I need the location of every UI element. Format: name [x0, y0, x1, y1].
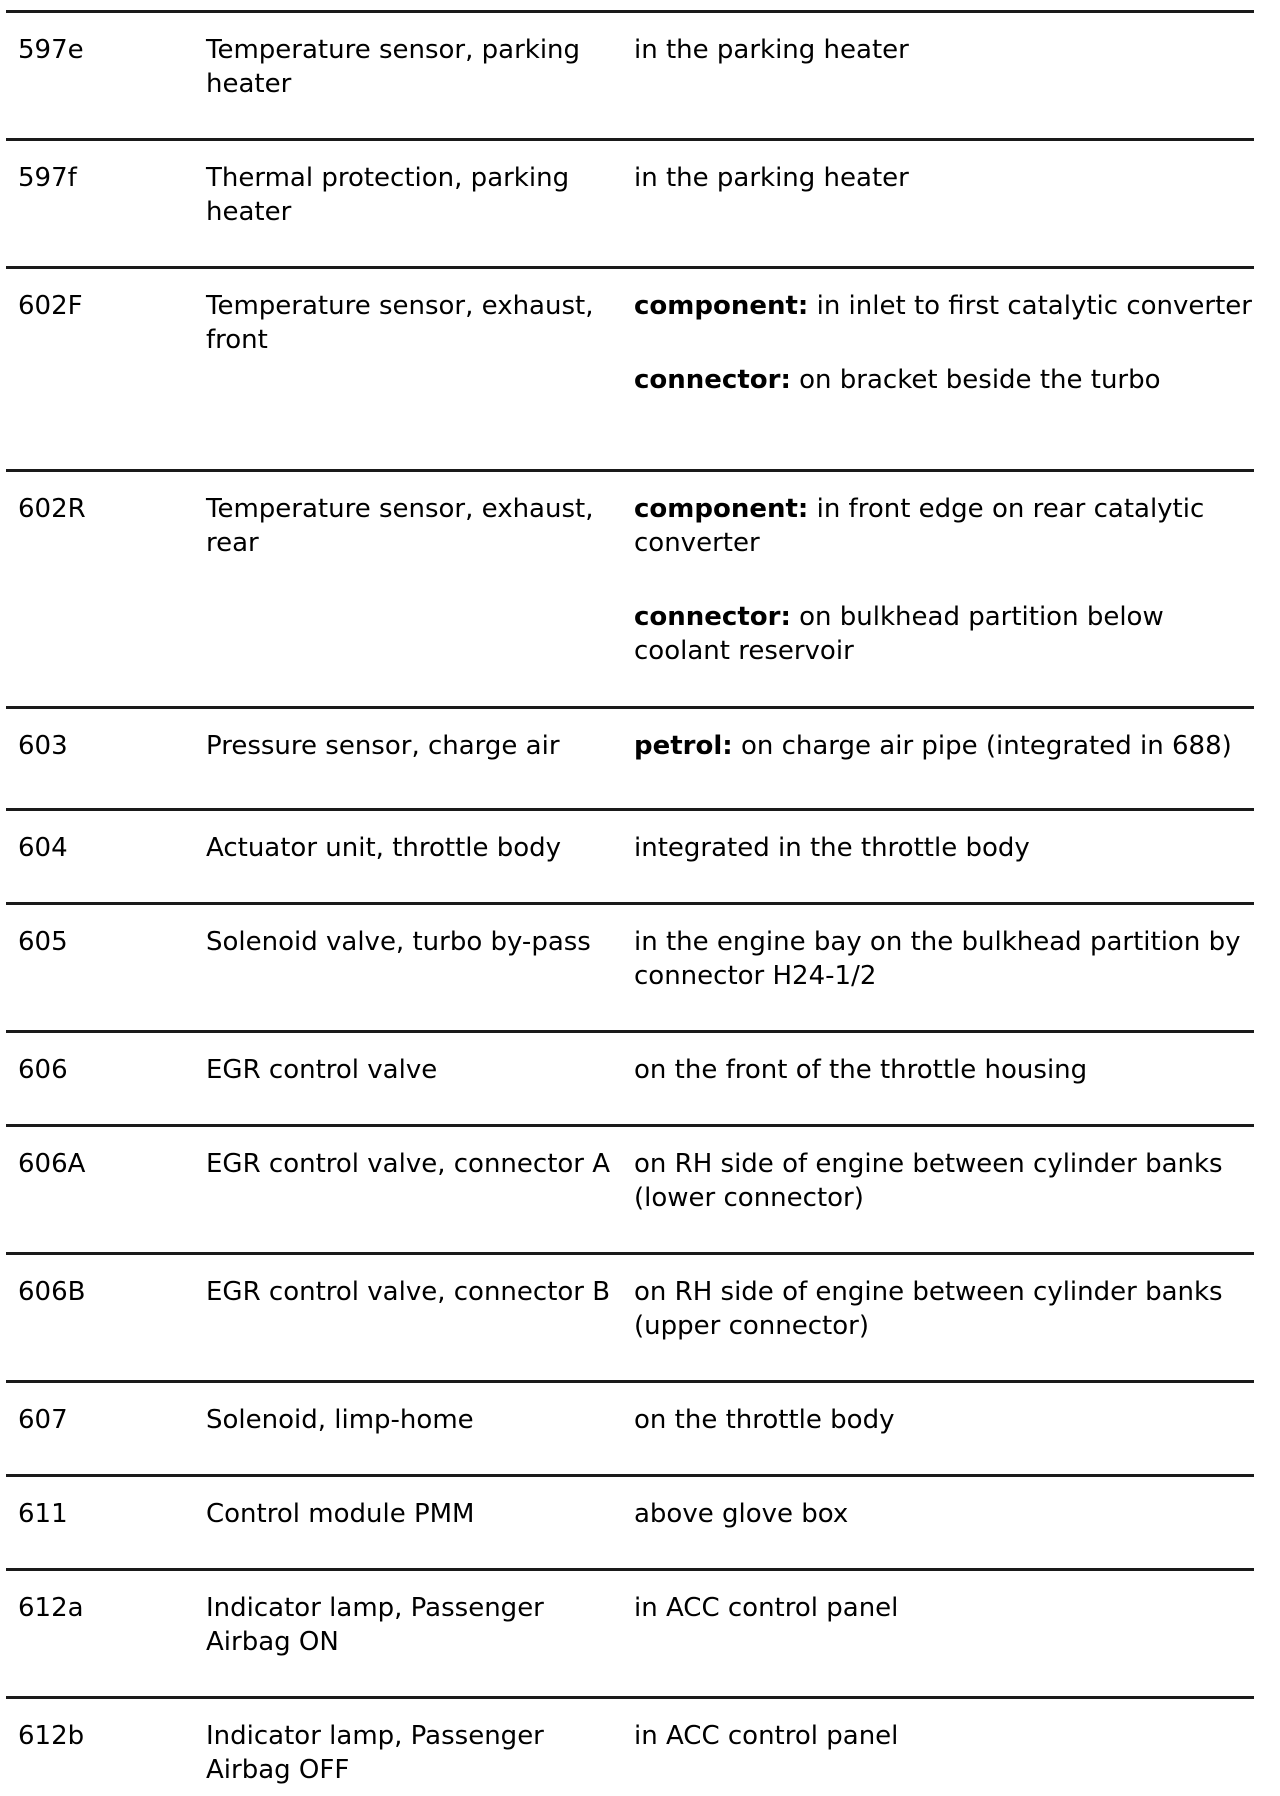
component-location: [634, 289, 1256, 397]
location-text: in front edge on rear catalytic converter: [634, 494, 1205, 558]
location-paragraph: [634, 600, 1256, 668]
table-row: [6, 1380, 1254, 1474]
table-row: [6, 10, 1254, 138]
component-description: Control module PMM: [206, 1499, 475, 1529]
location-text: on bulkhead partition below coolant reservoir: [634, 602, 1164, 666]
component-code: 606B: [18, 1277, 86, 1307]
component-location: [634, 161, 1256, 195]
table-row: [6, 902, 1254, 1030]
component-code: 597e: [18, 35, 84, 65]
table-row: [6, 1474, 1254, 1568]
table-row: [6, 1568, 1254, 1696]
location-text: on RH side of engine between cylinder banks (lower connector): [634, 1149, 1223, 1213]
table-row: [6, 706, 1254, 808]
table-row: [6, 1252, 1254, 1380]
component-location: [634, 1591, 1256, 1625]
location-text: on RH side of engine between cylinder banks (upper connector): [634, 1277, 1223, 1341]
component-location: [634, 1147, 1256, 1215]
location-label: petrol:: [634, 731, 733, 761]
component-description: Temperature sensor, parking heater: [206, 35, 581, 99]
component-code: 606: [18, 1055, 68, 1085]
table-row: [6, 469, 1254, 706]
location-text: integrated in the throttle body: [634, 833, 1030, 863]
component-location: [634, 33, 1256, 67]
component-location: [634, 729, 1256, 763]
component-description: EGR control valve: [206, 1055, 438, 1085]
location-text: in the parking heater: [634, 35, 909, 65]
component-location-table: [6, 10, 1254, 1796]
table-row: [6, 1030, 1254, 1124]
location-label: component:: [634, 494, 809, 524]
component-description: Pressure sensor, charge air: [206, 731, 560, 761]
location-label: connector:: [634, 365, 791, 395]
component-code: 597f: [18, 163, 77, 193]
location-text: on the throttle body: [634, 1405, 895, 1435]
component-code: 607: [18, 1405, 68, 1435]
location-paragraph: [634, 289, 1256, 323]
location-text: on bracket beside the turbo: [799, 365, 1161, 395]
location-text: on the front of the throttle housing: [634, 1055, 1088, 1085]
component-location: [634, 1719, 1256, 1753]
component-description: Indicator lamp, Passenger Airbag ON: [206, 1593, 544, 1657]
location-text: in the parking heater: [634, 163, 909, 193]
component-description: EGR control valve, connector B: [206, 1277, 611, 1307]
location-text: above glove box: [634, 1499, 849, 1529]
component-location: [634, 831, 1256, 865]
component-location: [634, 1403, 1256, 1437]
table-row: [6, 1124, 1254, 1252]
location-label: connector:: [634, 602, 791, 632]
location-text: in ACC control panel: [634, 1721, 899, 1751]
component-code: 604: [18, 833, 68, 863]
component-code: 606A: [18, 1149, 86, 1179]
table-row: [6, 138, 1254, 266]
component-code: 602F: [18, 291, 83, 321]
component-code: 611: [18, 1499, 68, 1529]
table-row: [6, 808, 1254, 902]
component-code: 602R: [18, 494, 86, 524]
location-paragraph: [634, 363, 1256, 397]
component-code: 612b: [18, 1721, 85, 1751]
component-location: [634, 492, 1256, 668]
table-row: [6, 1696, 1254, 1796]
component-description: Temperature sensor, exhaust, rear: [206, 494, 594, 558]
component-code: 612a: [18, 1593, 84, 1623]
location-paragraph: [634, 729, 1256, 763]
component-location: [634, 1497, 1256, 1531]
component-code: 603: [18, 731, 68, 761]
component-description: Indicator lamp, Passenger Airbag OFF: [206, 1721, 544, 1785]
component-description: EGR control valve, connector A: [206, 1149, 611, 1179]
component-description: Solenoid, limp-home: [206, 1405, 474, 1435]
table-row: [6, 266, 1254, 469]
component-description: Solenoid valve, turbo by-pass: [206, 927, 591, 957]
location-text: in ACC control panel: [634, 1593, 899, 1623]
location-paragraph: [634, 492, 1256, 560]
component-location: [634, 1053, 1256, 1087]
location-label: component:: [634, 291, 809, 321]
component-description: Temperature sensor, exhaust, front: [206, 291, 594, 355]
location-text: in inlet to first catalytic converter: [816, 291, 1252, 321]
component-code: 605: [18, 927, 68, 957]
component-location: [634, 1275, 1256, 1343]
component-description: Thermal protection, parking heater: [206, 163, 570, 227]
component-location: [634, 925, 1256, 993]
component-description: Actuator unit, throttle body: [206, 833, 562, 863]
location-text: in the engine bay on the bulkhead partition by connector H24-1/2: [634, 927, 1241, 991]
location-text: on charge air pipe (integrated in 688): [740, 731, 1232, 761]
